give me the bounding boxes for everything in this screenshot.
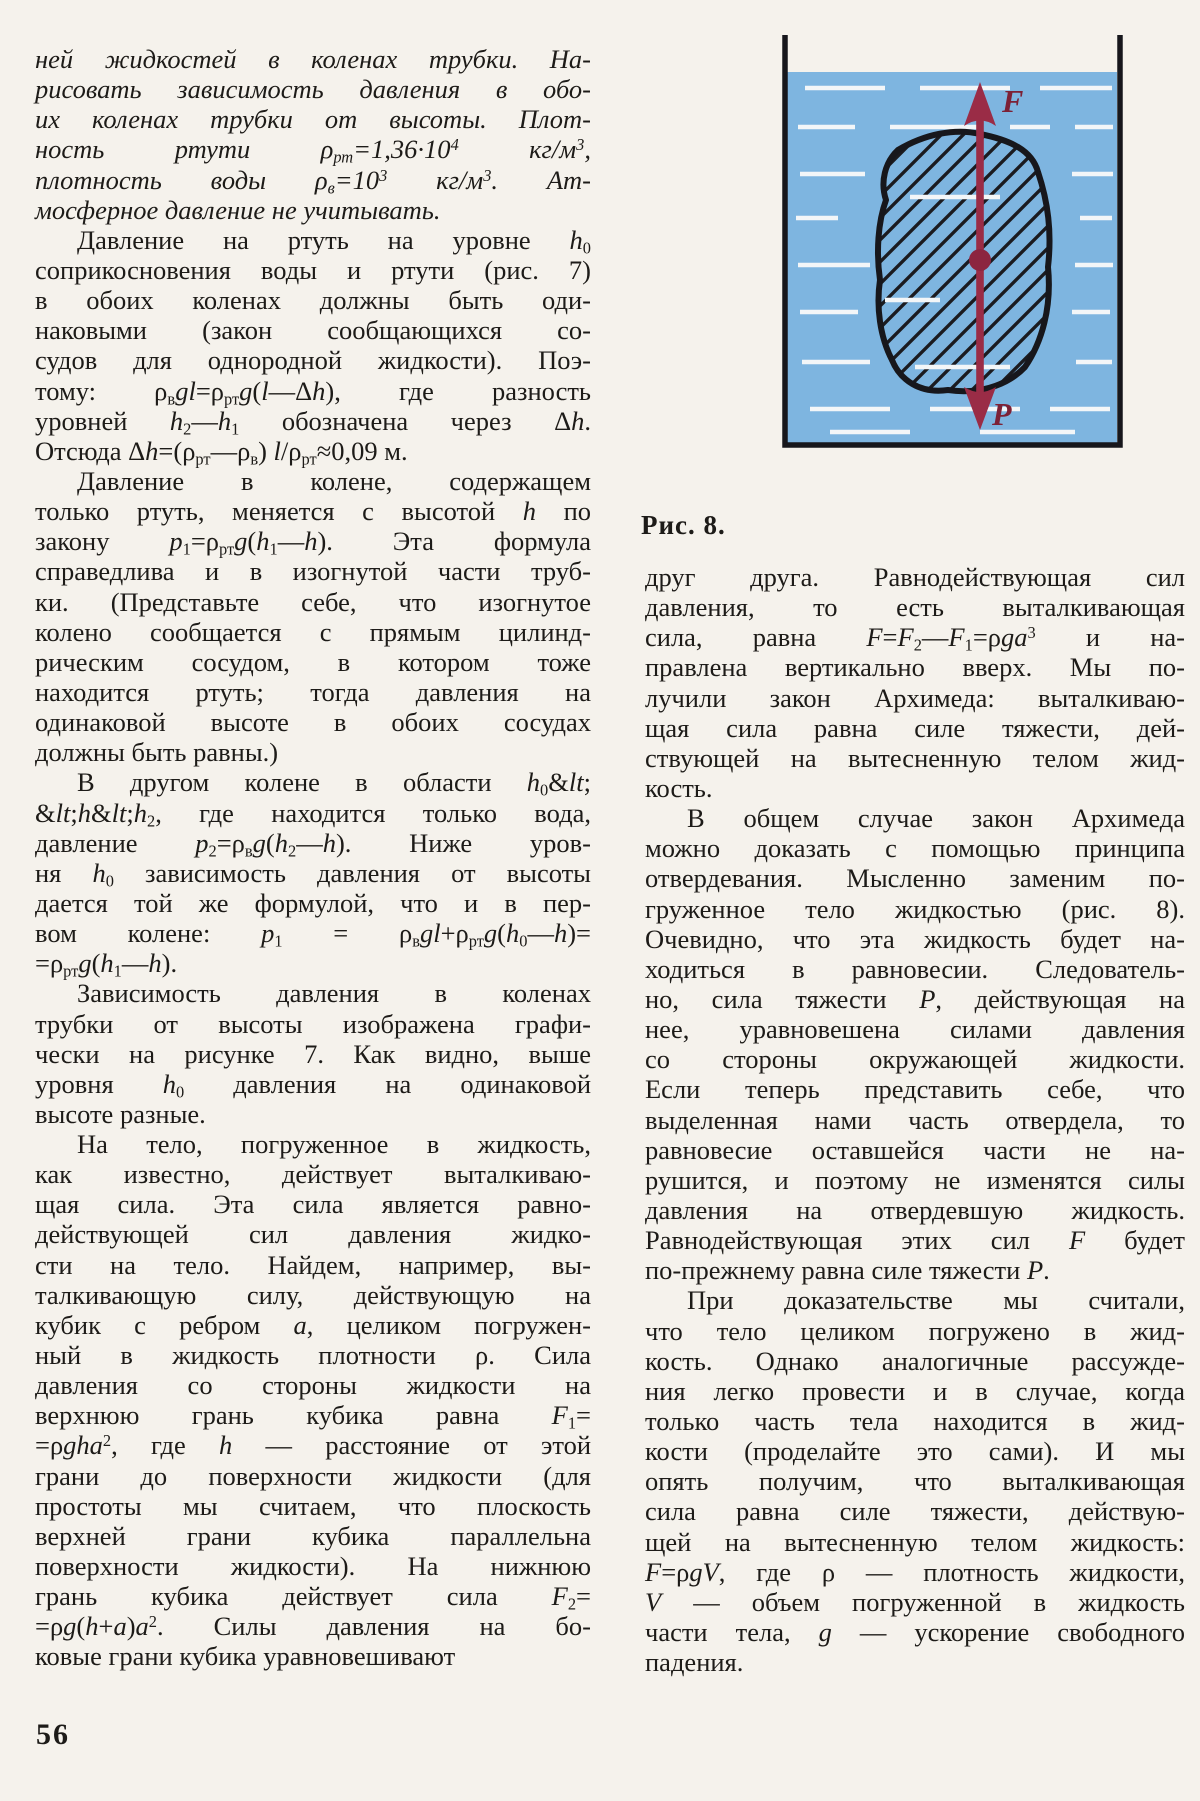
text-line: одинаковой высоте в обоих сосудах	[35, 707, 591, 738]
text-line: V — объем погруженной в жидкость	[645, 1586, 1185, 1617]
text-line: судов для однородной жидкости). Поэ-	[35, 345, 591, 376]
text-line: равновесие оставшейся части не на-	[645, 1134, 1185, 1165]
text-line: Равнодействующая этих сил F будет	[645, 1225, 1185, 1256]
text-line: Отсюда $\Delta h=(\rho_{рт}—\rho_в)$ $l/\rho_{рт}\approx 0,09$ м.	[35, 435, 408, 469]
text-line: грани до поверхности жидкости (для	[35, 1460, 591, 1491]
paragraph	[35, 466, 591, 767]
text-line: их коленах трубки от высоты. Плот-	[35, 104, 591, 135]
text-line: закону $p_1=\rho_{рт}g(h_1—h)$. Эта формула	[35, 526, 591, 559]
paragraph	[645, 1285, 1185, 1677]
text-line: Давление в колене, содержащем	[77, 465, 591, 496]
text-line: Зависимость давления в коленах	[77, 978, 591, 1009]
text-line: только ртуть, меняется с высотой h по	[35, 496, 591, 527]
paragraph	[35, 978, 591, 1129]
text-line: в обоих коленах должны быть оди-	[35, 285, 591, 316]
text-line: При доказательстве мы считали,	[687, 1285, 1185, 1316]
figure-caption: Рис. 8.	[641, 510, 726, 540]
text-line: уровня $h_0$ давления на одинаковой	[35, 1068, 591, 1102]
figure-8	[680, 22, 1130, 452]
text-line: щая сила равна силе тяжести, дей-	[645, 712, 1185, 743]
text-line: лучили закон Архимеда: выталкиваю-	[645, 682, 1185, 713]
text-line: плотность воды $\rho_в=10^3$ $кг/м^3$. Ат-	[35, 164, 592, 198]
text-line: трубки от высоты изображена графи-	[35, 1008, 591, 1039]
text-line: что тело целиком погружено в жид-	[645, 1315, 1185, 1346]
text-line: справедлива и в изогнутой части труб-	[35, 556, 591, 587]
text-line: давления на отвердевшую жидкость.	[645, 1194, 1185, 1225]
page-number: 56	[36, 1718, 70, 1751]
text-line: ность ртути $\rho_{рт}=1,36\cdot 10^4$ $кг/м^3$,	[35, 134, 591, 168]
text-line: нее, уравновешена силами давления	[645, 1014, 1185, 1045]
text-line: кость.	[645, 772, 713, 803]
text-line: F=ρgV, где ρ — плотность жидкости,	[645, 1556, 1185, 1587]
text-line: ходиться в равновесии. Следователь-	[645, 953, 1185, 984]
text-line: находится ртуть; тогда давления на	[35, 676, 591, 707]
text-line: грань кубика действует сила $F_2=$	[35, 1581, 591, 1614]
text-line: рисовать зависимость давления в обо-	[35, 74, 591, 105]
text-line: мосферное давление не учитывать.	[35, 194, 441, 225]
text-line: дается той же формулой, что и в пер-	[35, 887, 591, 918]
text-line: уровней $h_2—h_1$ обозначена через Δh.	[35, 405, 591, 439]
text-line: со стороны окружающей жидкости.	[645, 1044, 1185, 1075]
text-line: простоты мы считаем, что плоскость	[35, 1490, 591, 1521]
text-line: талкивающую силу, действующую на	[35, 1279, 591, 1310]
text-line: $=\rho_{рт}g(h_1—h)$.	[35, 948, 178, 981]
text-line: поверхности жидкости). На нижнюю	[35, 1551, 591, 1582]
text-line: щей на вытесненную телом жидкость:	[645, 1526, 1185, 1557]
text-line: чески на рисунке 7. Как видно, выше	[35, 1038, 591, 1069]
text-line: На тело, погруженное в жидкость,	[77, 1129, 591, 1160]
text-line: В другом колене в области $h_0\&lt$;	[77, 767, 591, 800]
text-line: колено сообщается с прямым цилинд-	[35, 616, 591, 647]
text-line: Очевидно, что эта жидкость будет на-	[645, 923, 1185, 954]
figure-8-illustration	[680, 22, 1130, 452]
text-line: давления, то есть выталкивающая	[645, 592, 1185, 623]
text-line: давления со стороны жидкости на	[35, 1370, 591, 1401]
text-line: только часть тела находится в жид-	[645, 1405, 1185, 1436]
force-label-p: P	[992, 396, 1012, 432]
text-line: рушится, и поэтому не изменятся силы	[645, 1164, 1185, 1195]
text-line: сила равна силе тяжести, действую-	[645, 1496, 1185, 1527]
text-line: выделенная нами часть отвердела, то	[645, 1104, 1185, 1135]
paragraph	[35, 224, 592, 469]
text-line: груженное тело жидкостью (рис. 8).	[645, 893, 1185, 924]
submerged-body	[878, 132, 1050, 391]
text-line: опять получим, что выталкивающая	[645, 1466, 1185, 1497]
text-line: ствующей на вытесненную телом жид-	[645, 742, 1185, 773]
paragraph	[645, 803, 1185, 1285]
text-line: кость. Однако аналогичные рассужде-	[645, 1345, 1185, 1376]
text-line: =ρgha$^2$, где h — расстояние от этой	[35, 1430, 591, 1461]
text-line: правлена вертикально вверх. Мы по-	[645, 652, 1185, 683]
text-line: давление $p_2=\rho_вg(h_2—h)$. Ниже уров-	[35, 827, 591, 861]
text-line: ней жидкостей в коленах трубки. На-	[35, 44, 591, 74]
text-line: вом колене: $p_1$ = $\rho_вgl+\rho_{рт}g(h_0—h)=$	[35, 918, 591, 951]
text-line: ковые грани кубика уравновешивают	[35, 1641, 456, 1672]
text-line: рическим сосудом, в котором тоже	[35, 646, 591, 677]
text-line: наковыми (закон сообщающихся со-	[35, 315, 591, 346]
text-line: друг друга. Равнодействующая сил	[645, 562, 1185, 592]
text-line: В общем случае закон Архимеда	[687, 803, 1185, 834]
text-line: ный в жидкость плотности ρ. Сила	[35, 1340, 591, 1371]
text-line: верхней грани кубика параллельна	[35, 1520, 591, 1551]
text-line: ня $h_0$ зависимость давления от высоты	[35, 857, 591, 891]
right-text-column	[645, 562, 1185, 1677]
text-line: Если теперь представить себе, что	[645, 1074, 1185, 1105]
center-of-mass-dot	[969, 249, 991, 271]
text-line: $\&lt;h\&lt;h_2$, где находится только вода,	[35, 797, 591, 831]
text-line: сила, равна $F=F_2—F_1=\rho ga^3$ и на-	[645, 622, 1185, 655]
text-line: ки. (Представьте себе, что изогнутое	[35, 586, 591, 617]
text-line: падения.	[645, 1647, 744, 1678]
text-line: действующей сил давления жидко-	[35, 1219, 591, 1250]
text-line: кости (проделайте это сами). И мы	[645, 1436, 1185, 1467]
text-line: части тела, g — ускорение свободного	[645, 1616, 1185, 1647]
text-line: $=\rho g(h+a)a^2$. Силы давления на бо-	[35, 1611, 591, 1642]
text-line: ния легко провести и в случае, когда	[645, 1375, 1185, 1406]
force-label-f: F	[1002, 83, 1024, 119]
text-line: можно доказать с помощью принципа	[645, 833, 1185, 864]
text-line: отвердевания. Мысленно заменим по-	[645, 863, 1185, 894]
paragraph	[645, 562, 1185, 803]
left-text-column	[35, 44, 591, 1672]
paragraph	[35, 44, 591, 225]
text-line: но, сила тяжести P, действующая на	[645, 983, 1185, 1014]
text-line: Давление на ртуть на уровне $h_0$	[77, 224, 591, 258]
paragraph	[35, 1129, 591, 1672]
text-line: верхнюю грань кубика равна $F_1=$	[35, 1400, 591, 1433]
text-line: тому: $\rho_вgl=\rho_{рт}g(l—\Delta h)$, где разность	[35, 375, 592, 409]
text-line: сти на тело. Найдем, например, вы-	[35, 1249, 591, 1280]
text-line: должны быть равны.)	[35, 737, 279, 768]
paragraph	[35, 767, 591, 981]
text-line: соприкосновения воды и ртути (рис. 7)	[35, 254, 591, 285]
text-line: как известно, действует выталкиваю-	[35, 1159, 591, 1190]
text-line: высоте разные.	[35, 1098, 206, 1129]
text-line: по-прежнему равна силе тяжести P.	[645, 1255, 1050, 1286]
text-line: кубик с ребром a, целиком погружен-	[35, 1309, 591, 1340]
text-line: щая сила. Эта сила является равно-	[35, 1189, 591, 1220]
